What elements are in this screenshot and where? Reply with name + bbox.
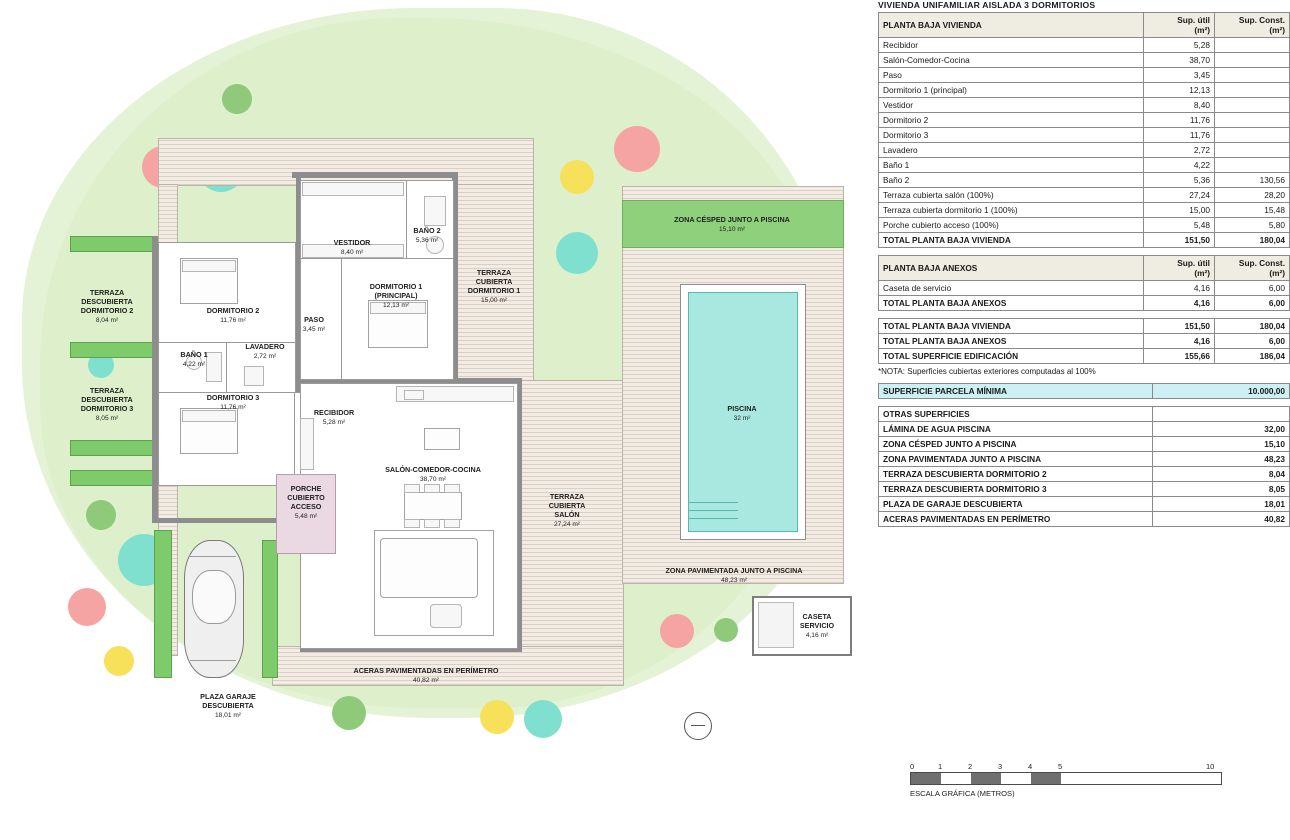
cell-label: Lavadero <box>879 143 1144 158</box>
label-lavadero <box>230 342 300 361</box>
scale-tick: 0 <box>910 762 915 771</box>
footnote: *NOTA: Superficies cubiertas exteriores computadas al 100% <box>878 367 1096 376</box>
tree-icon <box>556 232 598 274</box>
scale-block <box>1031 773 1061 784</box>
scale-tick: 4 <box>1028 762 1033 771</box>
cell-value: 48,23 <box>1153 452 1290 467</box>
label-text-2: CUBIERTA <box>475 277 513 286</box>
bath2-fixture <box>424 196 446 226</box>
label-area: 15,10 m² <box>718 226 746 233</box>
terrace-uncovered-dorm3-band2 <box>70 470 158 486</box>
label-terraza-descubierta-dorm2 <box>64 288 150 325</box>
garage-green-edge2 <box>262 540 278 678</box>
label-text: BAÑO 2 <box>413 226 441 235</box>
label-plaza-garaje <box>160 692 296 720</box>
terrace-uncovered-dorm3-band <box>70 440 158 456</box>
label-area: 40,82 m² <box>412 677 440 684</box>
label-terraza-cubierta-dorm1 <box>458 268 530 305</box>
terrace-uncovered-dorm2-band <box>70 236 158 252</box>
header-cell-name: PLANTA BAJA ANEXOS <box>879 256 1144 281</box>
cell-util: 4,16 <box>1144 281 1215 296</box>
bed-dorm2-pillow <box>182 260 236 272</box>
cell-const: 5,80 <box>1215 218 1290 233</box>
scale-tick: 3 <box>998 762 1003 771</box>
label-vestidor <box>306 238 398 257</box>
cell-label: Paso <box>879 68 1144 83</box>
label-text: CASETA <box>802 612 832 621</box>
label-text: LAVADERO <box>245 342 285 351</box>
label-text: TERRAZA <box>476 268 512 277</box>
dining-chair <box>444 519 460 528</box>
label-area: 4,16 m² <box>805 632 829 639</box>
label-text: DORMITORIO 3 <box>206 393 260 402</box>
label-text-2: (PRINCIPAL) <box>374 291 418 300</box>
cell-const <box>1215 83 1290 98</box>
table-row <box>879 437 1290 452</box>
table-total-row <box>879 233 1290 248</box>
label-text: PASO <box>304 315 324 324</box>
scale-ticks <box>910 762 1240 772</box>
cell-const <box>1215 158 1290 173</box>
wardrobe-vestidor <box>302 182 404 196</box>
table-row <box>879 83 1290 98</box>
label-dormitorio-1 <box>344 282 448 310</box>
cell-value: 32,00 <box>1153 422 1290 437</box>
cell-util: 4,22 <box>1144 158 1215 173</box>
cell-label: Salón-Comedor-Cocina <box>879 53 1144 68</box>
label-bano-2 <box>396 226 458 245</box>
label-recibidor <box>296 408 372 427</box>
cell-total-const: 6,00 <box>1215 334 1290 349</box>
dining-chair <box>424 519 440 528</box>
cell-total-util: 151,50 <box>1144 319 1215 334</box>
label-aceras-pavimentadas <box>300 666 552 685</box>
table-row <box>879 384 1290 399</box>
label-text-3: SALÓN <box>554 510 580 519</box>
cell-total-label: TOTAL SUPERFICIE EDIFICACIÓN <box>879 349 1144 364</box>
table-total-row <box>879 296 1290 311</box>
cell-util: 8,40 <box>1144 98 1215 113</box>
label-text-3: DORMITORIO 2 <box>80 306 134 315</box>
table-row <box>879 53 1290 68</box>
label-text: DORMITORIO 2 <box>206 306 260 315</box>
cell-total-const: 186,04 <box>1215 349 1290 364</box>
header-cell-util <box>1144 13 1215 38</box>
label-area: 32 m² <box>733 415 751 422</box>
table-total-row <box>879 334 1290 349</box>
label-area: 4,22 m² <box>182 361 206 368</box>
cell-label: Terraza cubierta salón (100%) <box>879 188 1144 203</box>
cell-util: 15,00 <box>1144 203 1215 218</box>
label-text: ACERAS PAVIMENTADAS EN PERÍMETRO <box>353 666 499 675</box>
north-symbol-icon <box>684 712 712 740</box>
header-const-l2: (m²) <box>1269 25 1285 35</box>
label-dormitorio-2 <box>178 306 288 325</box>
label-area: 48,23 m² <box>720 577 748 584</box>
label-area: 2,72 m² <box>253 353 277 360</box>
document-title: VIVIENDA UNIFAMILIAR AISLADA 3 DORMITORIOS <box>878 0 1096 10</box>
label-text: TERRAZA <box>89 288 125 297</box>
header-const-l1: Sup. Const. <box>1238 258 1285 268</box>
label-text: ZONA CÉSPED JUNTO A PISCINA <box>674 215 790 224</box>
header-util-l2: (m²) <box>1194 268 1210 278</box>
table-totals <box>878 318 1290 364</box>
scale-tick: 10 <box>1206 762 1215 771</box>
cell-total-util: 4,16 <box>1144 296 1215 311</box>
cell-label: Baño 1 <box>879 158 1144 173</box>
cell-const <box>1215 68 1290 83</box>
table-row <box>879 422 1290 437</box>
cell-label: Dormitorio 2 <box>879 113 1144 128</box>
label-area: 12,13 m² <box>382 302 410 309</box>
area-schedule-panel <box>878 0 1290 840</box>
cell-const: 130,56 <box>1215 173 1290 188</box>
tree-icon <box>660 614 694 648</box>
table-row <box>879 68 1290 83</box>
cell-util: 5,28 <box>1144 38 1215 53</box>
label-area: 11,76 m² <box>220 317 246 324</box>
scale-tick: 5 <box>1058 762 1063 771</box>
label-text-2: SERVICIO <box>799 621 835 630</box>
label-text-3: DORMITORIO 1 <box>467 286 521 295</box>
tree-icon <box>332 696 366 730</box>
cell-label: Vestidor <box>879 98 1144 113</box>
scale-block <box>911 773 941 784</box>
table-row <box>879 143 1290 158</box>
label-area: 5,48 m² <box>294 513 318 520</box>
tree-icon <box>560 160 594 194</box>
tree-icon <box>524 700 562 738</box>
tree-icon <box>222 84 252 114</box>
label-area: 18,01 m² <box>214 712 242 719</box>
car-detail <box>190 660 236 661</box>
table-row <box>879 113 1290 128</box>
car-detail <box>190 556 236 557</box>
tree-icon <box>714 618 738 642</box>
label-text-2: CUBIERTO <box>287 493 325 502</box>
cell-total-label: TOTAL PLANTA BAJA ANEXOS <box>879 334 1144 349</box>
cell-util: 2,72 <box>1144 143 1215 158</box>
terrace-uncovered-dorm2-band2 <box>70 342 158 358</box>
label-zona-pavimentada <box>626 566 842 585</box>
tree-icon <box>86 500 116 530</box>
cell-const <box>1215 53 1290 68</box>
cell-label: PLAZA DE GARAJE DESCUBIERTA <box>879 497 1153 512</box>
cell-value: 8,04 <box>1153 467 1290 482</box>
table-row <box>879 38 1290 53</box>
cell-label: Recibidor <box>879 38 1144 53</box>
kitchen-island <box>424 428 460 450</box>
cell-label: TERRAZA DESCUBIERTA DORMITORIO 2 <box>879 467 1153 482</box>
scale-caption: ESCALA GRÁFICA (METROS) <box>910 789 1015 798</box>
cell-label: Porche cubierto acceso (100%) <box>879 218 1144 233</box>
table-row <box>879 281 1290 296</box>
cell-util: 11,76 <box>1144 128 1215 143</box>
label-text-3: ACCESO <box>290 502 322 511</box>
table-header-row <box>879 13 1290 38</box>
label-caseta-servicio <box>786 612 848 640</box>
cell-util: 12,13 <box>1144 83 1215 98</box>
label-text: PLAZA GARAJE <box>200 692 256 701</box>
label-text: TERRAZA <box>89 386 125 395</box>
cell-const: 15,48 <box>1215 203 1290 218</box>
label-text-3: DORMITORIO 3 <box>80 404 134 413</box>
cell-total-label: TOTAL PLANTA BAJA VIVIENDA <box>879 319 1144 334</box>
pool-step <box>688 502 738 503</box>
label-area: 15,00 m² <box>480 297 508 304</box>
label-area: 8,05 m² <box>95 415 119 422</box>
label-text: DORMITORIO 1 <box>369 282 423 291</box>
cell-label: ZONA PAVIMENTADA JUNTO A PISCINA <box>879 452 1153 467</box>
header-cell-const <box>1215 256 1290 281</box>
scale-tick: 1 <box>938 762 943 771</box>
dining-chair <box>404 519 420 528</box>
label-area: 11,76 m² <box>220 404 246 411</box>
header-const-l1: Sup. Const. <box>1238 15 1285 25</box>
cell-label: Terraza cubierta dormitorio 1 (100%) <box>879 203 1144 218</box>
header-otras: OTRAS SUPERFICIES <box>879 407 1153 422</box>
label-text: PISCINA <box>727 404 757 413</box>
pool-step <box>688 510 738 511</box>
cell-label: Dormitorio 3 <box>879 128 1144 143</box>
label-text-2: DESCUBIERTA <box>202 701 254 710</box>
dining-chair <box>424 484 440 493</box>
cell-util: 5,36 <box>1144 173 1215 188</box>
table-otras-superficies <box>878 406 1290 527</box>
cell-total-util: 155,66 <box>1144 349 1215 364</box>
dining-table <box>404 492 462 520</box>
table-planta-baja-anexos <box>878 255 1290 311</box>
header-otras-value <box>1153 407 1290 422</box>
label-dormitorio-3 <box>178 393 288 412</box>
label-zona-cesped <box>630 215 834 234</box>
label-text-2: CUBIERTA <box>548 501 586 510</box>
label-area: 5,28 m² <box>322 419 346 426</box>
laundry-fixture <box>244 366 264 386</box>
label-paso <box>286 315 342 334</box>
scale-tick: 2 <box>968 762 973 771</box>
garage-green-edge <box>154 530 172 678</box>
label-area: 8,40 m² <box>340 249 364 256</box>
label-text: ZONA PAVIMENTADA JUNTO A PISCINA <box>665 566 803 575</box>
label-porche-cubierto-acceso <box>276 484 336 521</box>
label-bano-1 <box>166 350 222 369</box>
label-area: 38,70 m² <box>419 476 447 483</box>
cell-total-label: TOTAL PLANTA BAJA ANEXOS <box>879 296 1144 311</box>
cell-const: 28,20 <box>1215 188 1290 203</box>
cell-total-label: TOTAL PLANTA BAJA VIVIENDA <box>879 233 1144 248</box>
header-cell-const <box>1215 13 1290 38</box>
table-row <box>879 158 1290 173</box>
tree-icon <box>480 700 514 734</box>
cell-util: 27,24 <box>1144 188 1215 203</box>
cell-const <box>1215 98 1290 113</box>
cell-const <box>1215 143 1290 158</box>
cell-util: 11,76 <box>1144 113 1215 128</box>
scale-bar <box>910 772 1222 785</box>
cell-parcela-label: SUPERFICIE PARCELA MÍNIMA <box>879 384 1153 399</box>
cell-total-const: 180,04 <box>1215 319 1290 334</box>
table-row <box>879 128 1290 143</box>
dining-chair <box>404 484 420 493</box>
cell-util: 38,70 <box>1144 53 1215 68</box>
table-row <box>879 173 1290 188</box>
wall-north <box>292 172 458 178</box>
label-area: 3,45 m² <box>302 326 326 333</box>
table-row <box>879 218 1290 233</box>
label-text: RECIBIDOR <box>313 408 355 417</box>
table-row <box>879 188 1290 203</box>
label-terraza-descubierta-dorm3 <box>64 386 150 423</box>
table-total-row <box>879 319 1290 334</box>
cell-value: 40,82 <box>1153 512 1290 527</box>
header-util-l1: Sup. útil <box>1177 15 1210 25</box>
cell-total-util: 151,50 <box>1144 233 1215 248</box>
label-piscina <box>700 404 784 423</box>
label-salon-comedor-cocina <box>368 465 498 484</box>
cell-parcela-value: 10.000,00 <box>1153 384 1290 399</box>
cell-label: Baño 2 <box>879 173 1144 188</box>
dining-chair <box>444 484 460 493</box>
cell-total-util: 4,16 <box>1144 334 1215 349</box>
label-text-2: DESCUBIERTA <box>81 395 133 404</box>
table-total-row <box>879 349 1290 364</box>
cell-const <box>1215 38 1290 53</box>
label-area: 5,36 m² <box>415 237 439 244</box>
cell-const: 6,00 <box>1215 281 1290 296</box>
cell-label: ACERAS PAVIMENTADAS EN PERÍMETRO <box>879 512 1153 527</box>
living-room-outline <box>374 530 494 636</box>
label-terraza-cubierta-salon <box>528 492 606 529</box>
label-text: TERRAZA <box>549 492 585 501</box>
paved-perimeter-north <box>158 138 534 186</box>
table-row <box>879 482 1290 497</box>
table-row <box>879 98 1290 113</box>
cell-label: ZONA CÉSPED JUNTO A PISCINA <box>879 437 1153 452</box>
cell-const <box>1215 128 1290 143</box>
table-header-row <box>879 407 1290 422</box>
cell-value: 15,10 <box>1153 437 1290 452</box>
label-text: SALÓN-COMEDOR-COCINA <box>385 465 481 474</box>
header-util-l1: Sup. útil <box>1177 258 1210 268</box>
table-row <box>879 452 1290 467</box>
scale-block <box>971 773 1001 784</box>
table-parcela-minima <box>878 383 1290 399</box>
cell-label: TERRAZA DESCUBIERTA DORMITORIO 3 <box>879 482 1153 497</box>
label-text: PORCHE <box>290 484 322 493</box>
label-text-2: DESCUBIERTA <box>81 297 133 306</box>
table-row <box>879 467 1290 482</box>
cell-total-const: 6,00 <box>1215 296 1290 311</box>
car-cabin <box>192 570 236 624</box>
header-const-l2: (m²) <box>1269 268 1285 278</box>
cell-label: LÁMINA DE AGUA PISCINA <box>879 422 1153 437</box>
cell-util: 5,48 <box>1144 218 1215 233</box>
label-area: 8,04 m² <box>95 317 119 324</box>
cell-value: 18,01 <box>1153 497 1290 512</box>
table-row <box>879 203 1290 218</box>
cell-const <box>1215 113 1290 128</box>
tree-icon <box>68 588 106 626</box>
header-util-l2: (m²) <box>1194 25 1210 35</box>
label-text: BAÑO 1 <box>180 350 208 359</box>
table-row <box>879 497 1290 512</box>
cell-label: Caseta de servicio <box>879 281 1144 296</box>
header-cell-util <box>1144 256 1215 281</box>
table-row <box>879 512 1290 527</box>
cell-total-const: 180,04 <box>1215 233 1290 248</box>
cell-label: Dormitorio 1 (principal) <box>879 83 1144 98</box>
header-cell-name: PLANTA BAJA VIVIENDA <box>879 13 1144 38</box>
tree-icon <box>104 646 134 676</box>
pool-step <box>688 518 738 519</box>
tree-icon <box>614 126 660 172</box>
cell-util: 3,45 <box>1144 68 1215 83</box>
cell-value: 8,05 <box>1153 482 1290 497</box>
kitchen-hob <box>404 390 424 400</box>
graphic-scale <box>910 762 1240 798</box>
table-planta-baja-vivienda <box>878 12 1290 248</box>
label-area: 27,24 m² <box>553 521 581 528</box>
label-text: VESTIDOR <box>333 238 371 247</box>
table-header-row <box>879 256 1290 281</box>
